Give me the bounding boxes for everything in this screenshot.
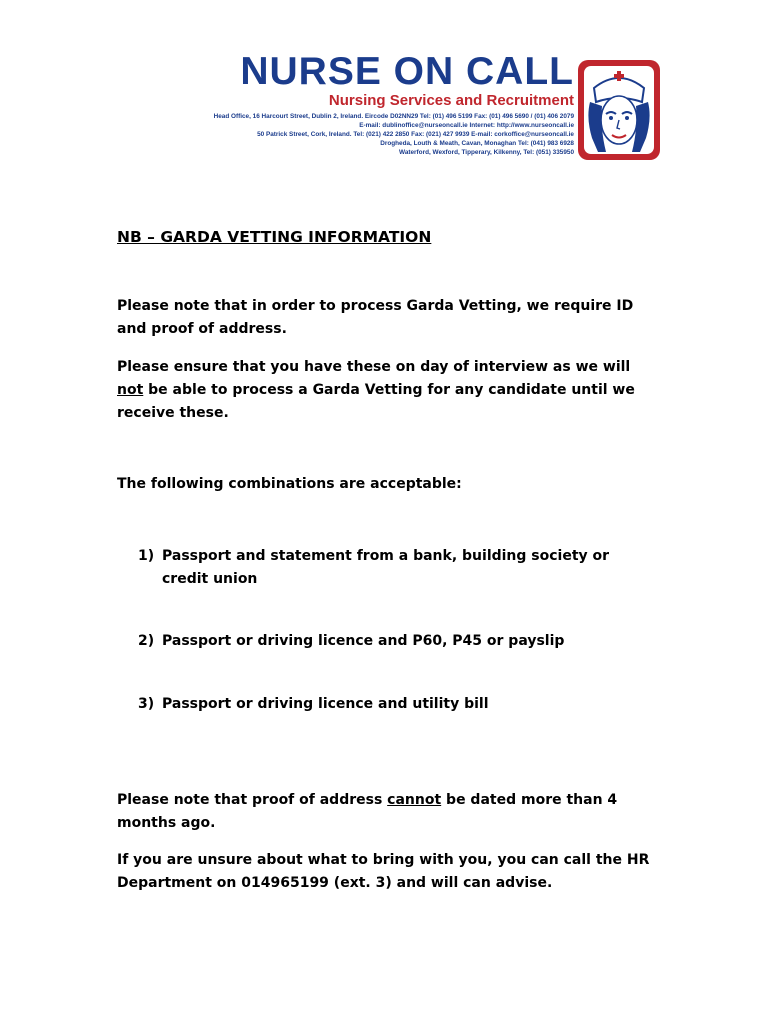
list-item-number: 1) bbox=[138, 548, 155, 564]
contact-line: Head Office, 16 Harcourt Street, Dublin 2, Ireland. Eircode D02NN29 Tel: (01) 496 5199 Fax: (01) 496 5690 / (01) 406 2079 bbox=[213, 113, 574, 120]
contact-line: Waterford, Wexford, Tipperary, Kilkenny, Tel: (051) 335950 bbox=[399, 149, 574, 156]
id-requirement-paragraph: Please note that in order to process Garda Vetting, we require ID and proof of address. bbox=[117, 298, 634, 337]
list-item-text: Passport or driving licence and utility bill bbox=[162, 696, 489, 712]
brand-title: NURSE ON CALL bbox=[240, 50, 574, 93]
text-run: Please note that proof of address bbox=[117, 792, 388, 808]
contact-line: Drogheda, Louth & Meath, Cavan, Monaghan Tel: (041) 983 6928 bbox=[380, 140, 574, 147]
interview-paragraph bbox=[117, 356, 657, 425]
document-title: NB – GARDA VETTING INFORMATION bbox=[117, 228, 432, 246]
list-item-text: Passport or driving licence and P60, P45 or payslip bbox=[162, 633, 565, 649]
letterhead bbox=[100, 52, 670, 162]
text-run: Please ensure that you have these on day of interview as we will bbox=[117, 359, 631, 375]
emphasis-cannot: cannot bbox=[387, 792, 442, 808]
brand-block bbox=[240, 52, 574, 110]
contact-hr-paragraph: If you are unsure about what to bring with you, you can call the HR Department on 014965199 (ext. 3) and will can advise. bbox=[117, 852, 650, 891]
emphasis-not: not bbox=[117, 382, 144, 398]
brand-subtitle: Nursing Services and Recruitment bbox=[328, 92, 574, 109]
combinations-intro: The following combinations are acceptable: bbox=[117, 476, 462, 492]
list-item-number: 3) bbox=[138, 696, 155, 712]
contact-details bbox=[214, 112, 574, 157]
nurse-logo-icon bbox=[576, 58, 662, 162]
text-run: be dated more than 4 months ago. bbox=[117, 792, 618, 831]
text-run: be able to process a Garda Vetting for any candidate until we receive these. bbox=[117, 382, 635, 421]
contact-line: 50 Patrick Street, Cork, Ireland. Tel: (021) 422 2850 Fax: (021) 427 9939 E-mail: corkoffice@nurseoncall.ie bbox=[257, 131, 574, 138]
proof-date-paragraph bbox=[117, 789, 657, 835]
list-item-number: 2) bbox=[138, 633, 155, 649]
contact-line: E-mail: dublinoffice@nurseoncall.ie Internet: http://www.nurseoncall.ie bbox=[359, 122, 574, 129]
list-item-text: Passport and statement from a bank, building society or credit union bbox=[162, 548, 610, 587]
